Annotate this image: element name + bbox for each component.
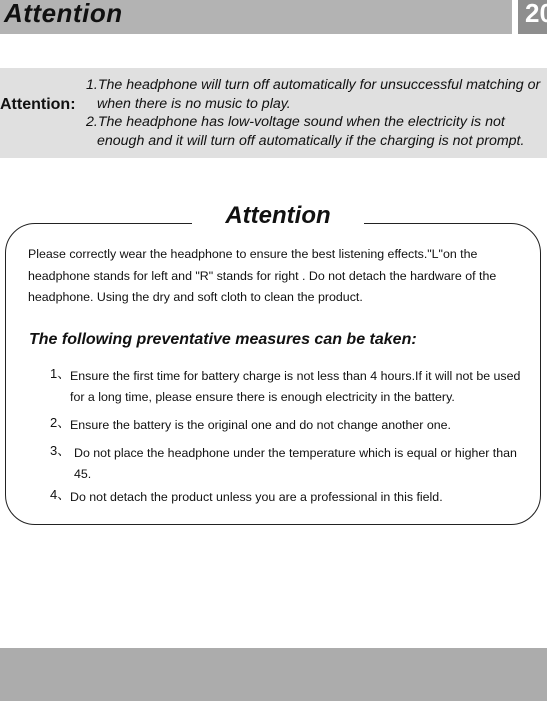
measure-number: 3、 [50, 443, 71, 458]
measure-item [50, 366, 530, 408]
page-title: Attention [4, 0, 123, 28]
measure-item [50, 487, 530, 508]
page-number-box [518, 0, 554, 34]
note-item: 1.The headphone will turn off automatically for unsuccessful matching or when there is no music to play. [86, 77, 541, 112]
measures-heading: The following preventative measures can be taken: [29, 331, 417, 348]
note-label: Attention: [0, 96, 76, 113]
note-item: 2.The headphone has low-voltage sound when the electricity is not enough and it will turn off automatically if the charging is not prompt. [86, 114, 525, 149]
attention-note [0, 68, 547, 158]
footer-bar [0, 648, 547, 701]
measure-text: Do not place the headphone under the temperature which is equal or higher than 45. [74, 446, 517, 481]
header-bar [0, 0, 512, 34]
measure-text: Do not detach the product unless you are a professional in this field. [70, 490, 443, 504]
measure-item [50, 443, 530, 485]
intro-paragraph: Please correctly wear the headphone to ensure the best listening effects."L"on the headphone stands for left and "R" stands for right . Do not detach the hardware of the headphone. Using the dry and soft cloth to clean the product. [28, 247, 497, 304]
measure-number: 4、 [50, 487, 71, 502]
page-number: 20 [525, 0, 554, 28]
measure-text: Ensure the first time for battery charge is not less than 4 hours.If it will not be used for a long time, please ensure there is enough electricity in the battery. [70, 369, 521, 404]
measure-number: 2、 [50, 415, 71, 430]
note-list [86, 76, 546, 150]
measure-text: Ensure the battery is the original one and do not change another one. [70, 418, 451, 432]
measure-item [50, 415, 530, 436]
measure-number: 1、 [50, 366, 71, 381]
box-title: Attention [192, 202, 364, 230]
